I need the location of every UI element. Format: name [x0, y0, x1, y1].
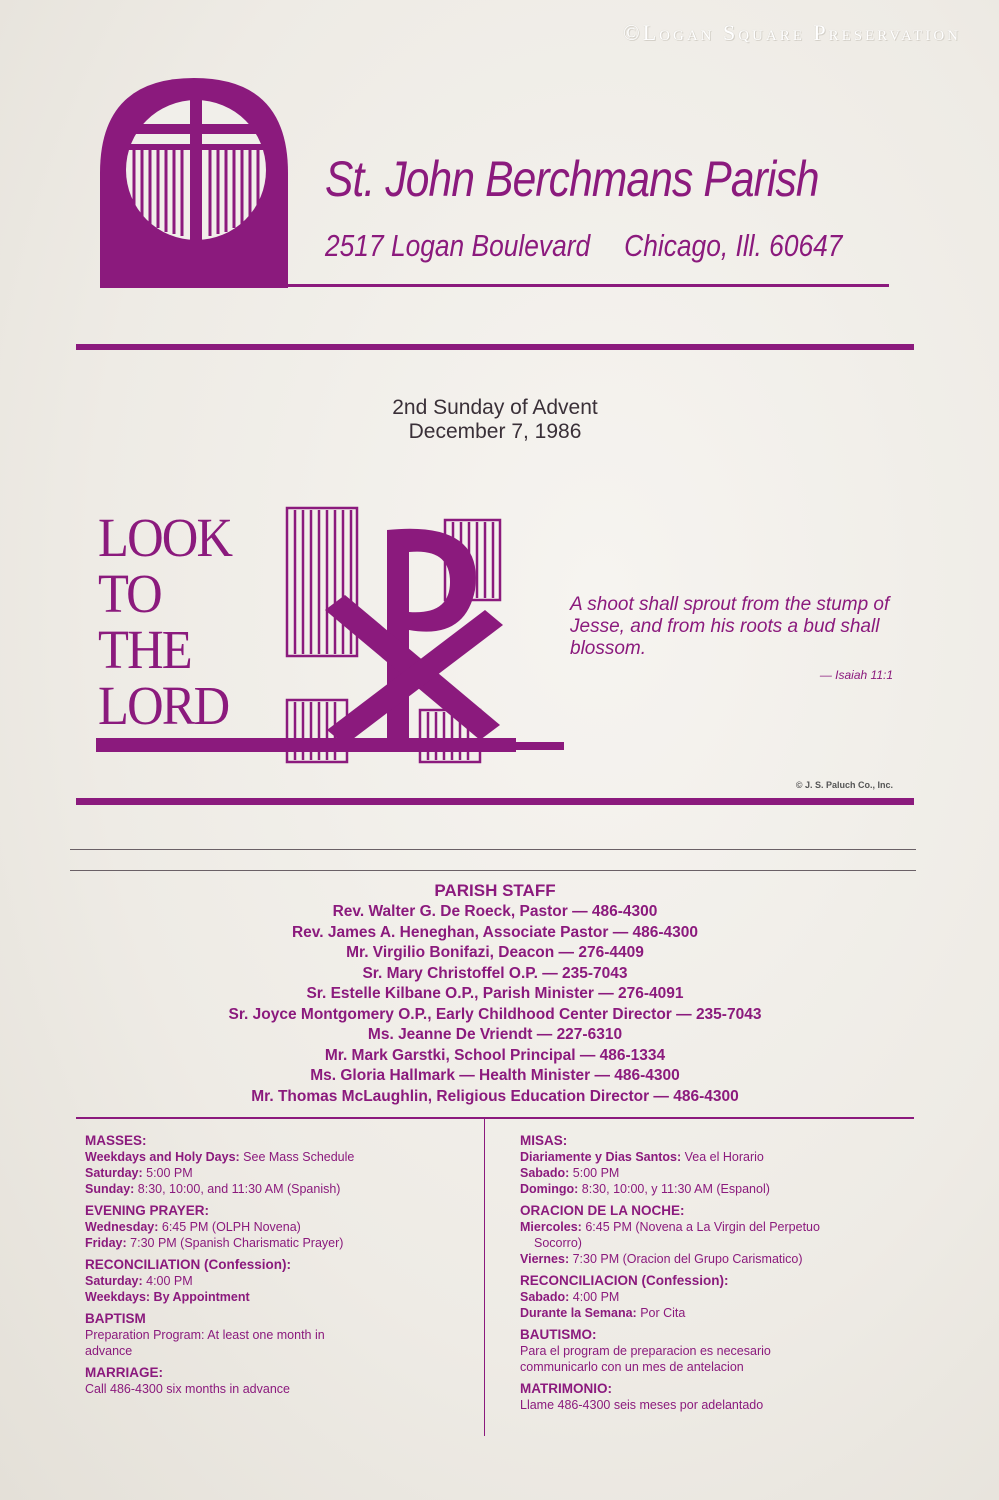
marriage-title: MARRIAGE:: [85, 1365, 163, 1380]
parish-staff: [0, 880, 990, 1107]
misas-diariamente: Diariamente y Dias Santos: Vea el Horario: [520, 1150, 764, 1164]
occasion-block: [0, 396, 990, 444]
reconciliation-title: RECONCILIATION (Confession):: [85, 1257, 291, 1272]
street-address: 2517 Logan Boulevard: [325, 228, 591, 263]
oracion-miercoles-cont: Socorro): [534, 1236, 582, 1250]
thin-rule-1: [70, 849, 916, 850]
masses-title: MASSES:: [85, 1133, 147, 1148]
staff-member: Ms. Gloria Hallmark — Health Minister — 486-4300: [310, 1067, 680, 1084]
staff-member: Mr. Mark Garstki, School Principal — 486-1334: [324, 1046, 666, 1064]
staff-member: Sr. Joyce Montgomery O.P., Early Childhood Center Director — 235-7043: [228, 1005, 762, 1023]
staff-member: Rev. Walter G. De Roeck, Pastor — 486-4300: [332, 903, 658, 920]
column-divider: [484, 1118, 485, 1436]
chi-rho-icon: [285, 500, 515, 765]
parish-logo: [100, 78, 288, 288]
bautismo-title: BAUTISMO:: [520, 1327, 597, 1342]
reconciliacion-semana: Durante la Semana: Por Cita: [520, 1306, 686, 1320]
matrimonio-line: Llame 486-4300 seis meses por adelantado: [520, 1398, 764, 1412]
oracion-title: ORACION DE LA NOCHE:: [520, 1203, 685, 1218]
art-rule: [96, 738, 516, 752]
theme-line-3: THE: [98, 619, 191, 680]
baptism-title: BAPTISM: [85, 1311, 146, 1326]
occasion-date: December 7, 1986: [408, 420, 582, 443]
spanish-schedule: [520, 1127, 940, 1413]
watermark: ©Logan Square Preservation: [623, 20, 961, 45]
art-rule-right: [516, 742, 564, 750]
marriage-line: Call 486-4300 six months in advance: [85, 1382, 290, 1396]
top-divider: [76, 344, 914, 350]
evening-prayer-title: EVENING PRAYER:: [85, 1203, 210, 1218]
staff-member: Mr. Thomas McLaughlin, Religious Education Director — 486-4300: [251, 1087, 739, 1105]
misas-title: MISAS:: [520, 1133, 568, 1148]
theme-line-4: LORD: [98, 675, 229, 736]
matrimonio-title: MATRIMONIO:: [520, 1381, 612, 1396]
masses-saturday: Saturday: 5:00 PM: [85, 1166, 193, 1180]
baptism-line-1: Preparation Program: At least one month in: [85, 1328, 325, 1342]
misas-sabado: Sabado: 5:00 PM: [520, 1166, 620, 1180]
city-address: Chicago, Ill. 60647: [624, 228, 843, 263]
masses-sunday: Sunday: 8:30, 10:00, and 11:30 AM (Spanish): [85, 1182, 341, 1196]
bautismo-line-2: communicarlo con un mes de antelacion: [520, 1360, 744, 1374]
staff-member: Rev. James A. Heneghan, Associate Pastor — 486-4300: [291, 923, 699, 941]
staff-member: Sr. Mary Christoffel O.P. — 235-7043: [362, 964, 628, 982]
oracion-miercoles: Miercoles: 6:45 PM (Novena a La Virgin del Perpetuo: [520, 1220, 820, 1234]
oracion-viernes: Viernes: 7:30 PM (Oracion del Grupo Carismatico): [520, 1252, 803, 1266]
thin-rule-2: [70, 870, 916, 871]
misas-domingo: Domingo: 8:30, 10:00, y 11:30 AM (Espanol): [520, 1182, 770, 1196]
staff-member: Sr. Estelle Kilbane O.P., Parish Minister — 276-4091: [306, 985, 684, 1002]
mid-divider: [76, 798, 914, 805]
staff-member: Mr. Virgilio Bonifazi, Deacon — 276-4409: [346, 944, 644, 961]
evening-wednesday: Wednesday: 6:45 PM (OLPH Novena): [85, 1220, 301, 1234]
parish-address: [325, 228, 876, 264]
staff-member: Ms. Jeanne De Vriendt — 227-6310: [367, 1026, 623, 1043]
theme-line-2: TO: [98, 563, 161, 624]
evening-friday: Friday: 7:30 PM (Spanish Charismatic Prayer): [85, 1236, 344, 1250]
english-schedule: [85, 1127, 470, 1397]
reconciliacion-sabado: Sabado: 4:00 PM: [520, 1290, 620, 1304]
parish-name: St. John Berchmans Parish: [325, 151, 819, 207]
reconciliation-saturday: Saturday: 4:00 PM: [85, 1274, 193, 1288]
masses-weekdays: Weekdays and Holy Days: See Mass Schedule: [85, 1150, 355, 1164]
staff-title: PARISH STAFF: [434, 881, 556, 900]
copyright-notice: © J. S. Paluch Co., Inc.: [795, 780, 893, 790]
bautismo-line-1: Para el program de preparacion es necesario: [520, 1344, 771, 1358]
schedule-top-rule: [76, 1117, 914, 1119]
occasion-title: 2nd Sunday of Advent: [392, 396, 598, 419]
baptism-line-2: advance: [85, 1344, 133, 1358]
theme-heading: [98, 507, 232, 736]
scripture-citation: — Isaiah 11:1: [819, 668, 893, 682]
reconciliacion-title: RECONCILIACION (Confession):: [520, 1273, 729, 1288]
scripture-quote: A shoot shall sprout from the stump of Jesse, and from his roots a bud shall blossom.: [570, 594, 890, 659]
theme-line-1: LOOK: [98, 507, 232, 568]
reconciliation-weekdays: Weekdays: By Appointment: [85, 1290, 250, 1304]
header-rule: [285, 284, 889, 287]
